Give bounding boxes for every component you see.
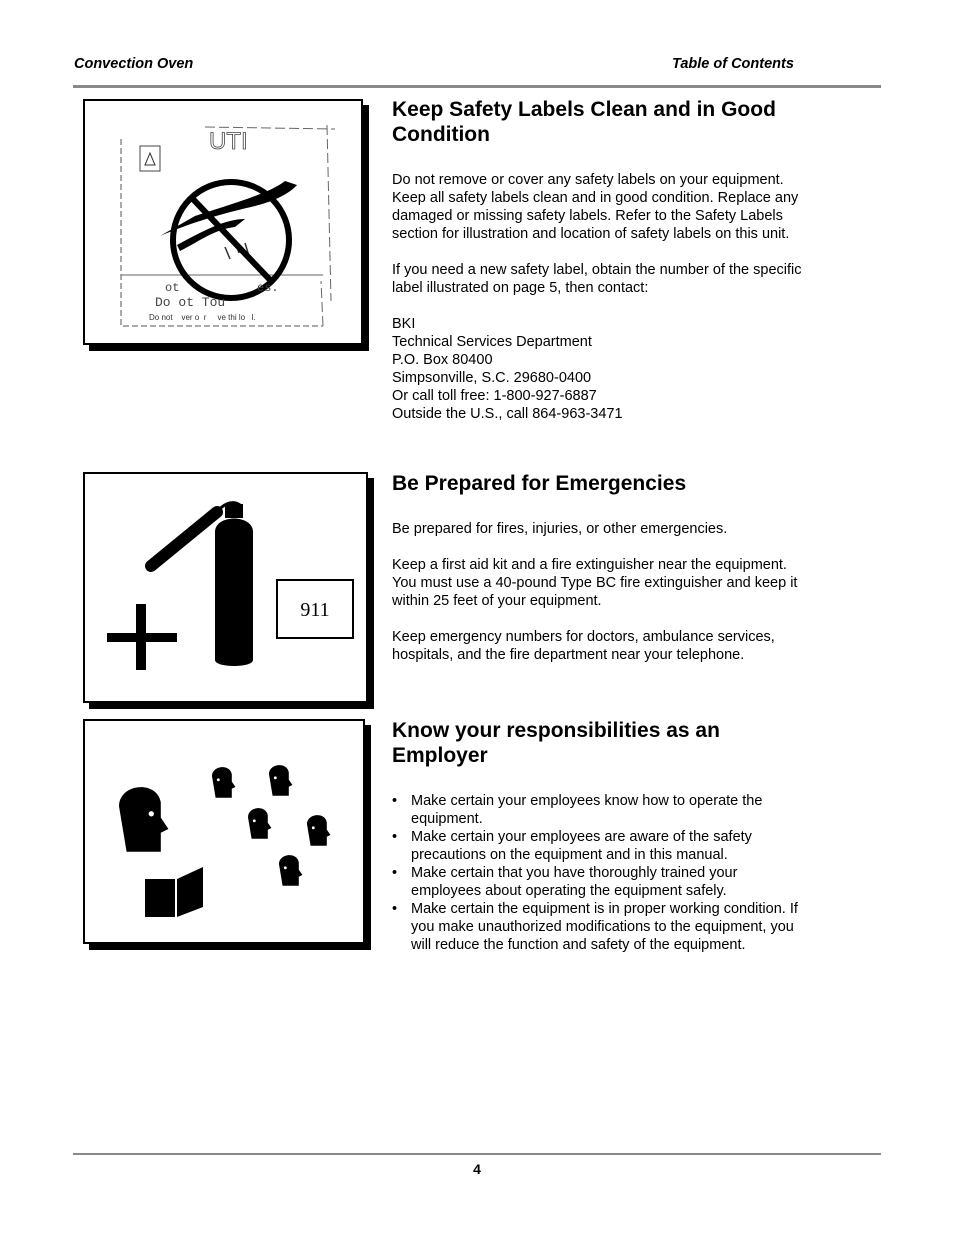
label-fragment-1: ot [165, 281, 180, 295]
paragraph: Keep emergency numbers for doctors, ambulance services, hospitals, and the fire department near your telephone. [392, 629, 775, 663]
list-item: • Make certain your employees are aware of the safety precautions on the equipment and in this manual. [392, 828, 802, 864]
safety-label-prohibited-icon [85, 101, 361, 343]
supervisor-head-icon [119, 787, 168, 852]
employee-head-icon [307, 815, 330, 846]
fire-extinguisher-first-aid-icon [85, 474, 366, 701]
contact-address [392, 315, 802, 423]
paragraph: Keep a first aid kit and a fire extinguisher near the equipment. You must use a 40-pound Type BC fire extinguisher and keep it within 25 feet of your equipment. [392, 557, 798, 609]
employer-figure [83, 719, 365, 944]
employee-head-icon [279, 855, 302, 886]
employees-manual-icon [85, 721, 363, 942]
header-divider [73, 85, 881, 88]
employee-head-icon [212, 767, 235, 798]
list-item: • Make certain your employees know how to operate the equipment. [392, 792, 802, 828]
section-emergencies [392, 471, 802, 682]
document-title: Convection Oven [74, 56, 194, 72]
responsibility-list [392, 792, 802, 954]
address-line: Outside the U.S., call 864-963-3471 [392, 406, 623, 422]
label-fragment-2: Do ot Tou [155, 295, 226, 310]
emergency-figure [83, 472, 368, 703]
address-line: Technical Services Department [392, 334, 592, 350]
manual-book-icon [145, 879, 175, 917]
section-safety-labels [392, 97, 802, 423]
address-line: P.O. Box 80400 [392, 352, 493, 368]
paragraph: Be prepared for fires, injuries, or other emergencies. [392, 521, 728, 537]
section-heading: Know your responsibilities as an Employer [392, 719, 720, 767]
address-line: Or call toll free: 1-800-927-6887 [392, 388, 597, 404]
address-line: Simpsonville, S.C. 29680-0400 [392, 370, 592, 386]
paragraph: Do not remove or cover any safety labels on your equipment. Keep all safety labels clean and in good condition. Replace any damaged or missing safety labels. Refer to the Safety Labels section for illustration and location of safety labels on this unit. [392, 172, 799, 242]
label-fragment-3: Do not ver o r ve thi lo l. [149, 313, 256, 322]
section-heading: Keep Safety Labels Clean and in Good Condition [392, 98, 776, 146]
emergency-number: 911 [300, 599, 330, 621]
list-item: • Make certain that you have thoroughly trained your employees about operating the equipment safely. [392, 864, 802, 900]
paragraph: If you need a new safety label, obtain the number of the specific label illustrated on page 5, then contact: [392, 262, 802, 296]
footer-divider [73, 1153, 881, 1155]
section-employer [392, 718, 802, 954]
fire-extinguisher-icon [215, 519, 253, 667]
label-fragment-title: UTI [209, 128, 248, 155]
address-line: BKI [392, 316, 416, 332]
section-title: Table of Contents [672, 56, 794, 72]
safety-label-figure [83, 99, 363, 345]
page-number: 4 [473, 1161, 481, 1177]
section-heading: Be Prepared for Emergencies [392, 472, 687, 495]
employee-head-icon [269, 765, 292, 796]
label-fragment-1b: es. [257, 281, 279, 295]
list-item: • Make certain the equipment is in proper working condition. If you make unauthorized modifications to the equipment, you will reduce the function and safety of the equipment. [392, 900, 802, 954]
employee-head-icon [248, 808, 271, 839]
